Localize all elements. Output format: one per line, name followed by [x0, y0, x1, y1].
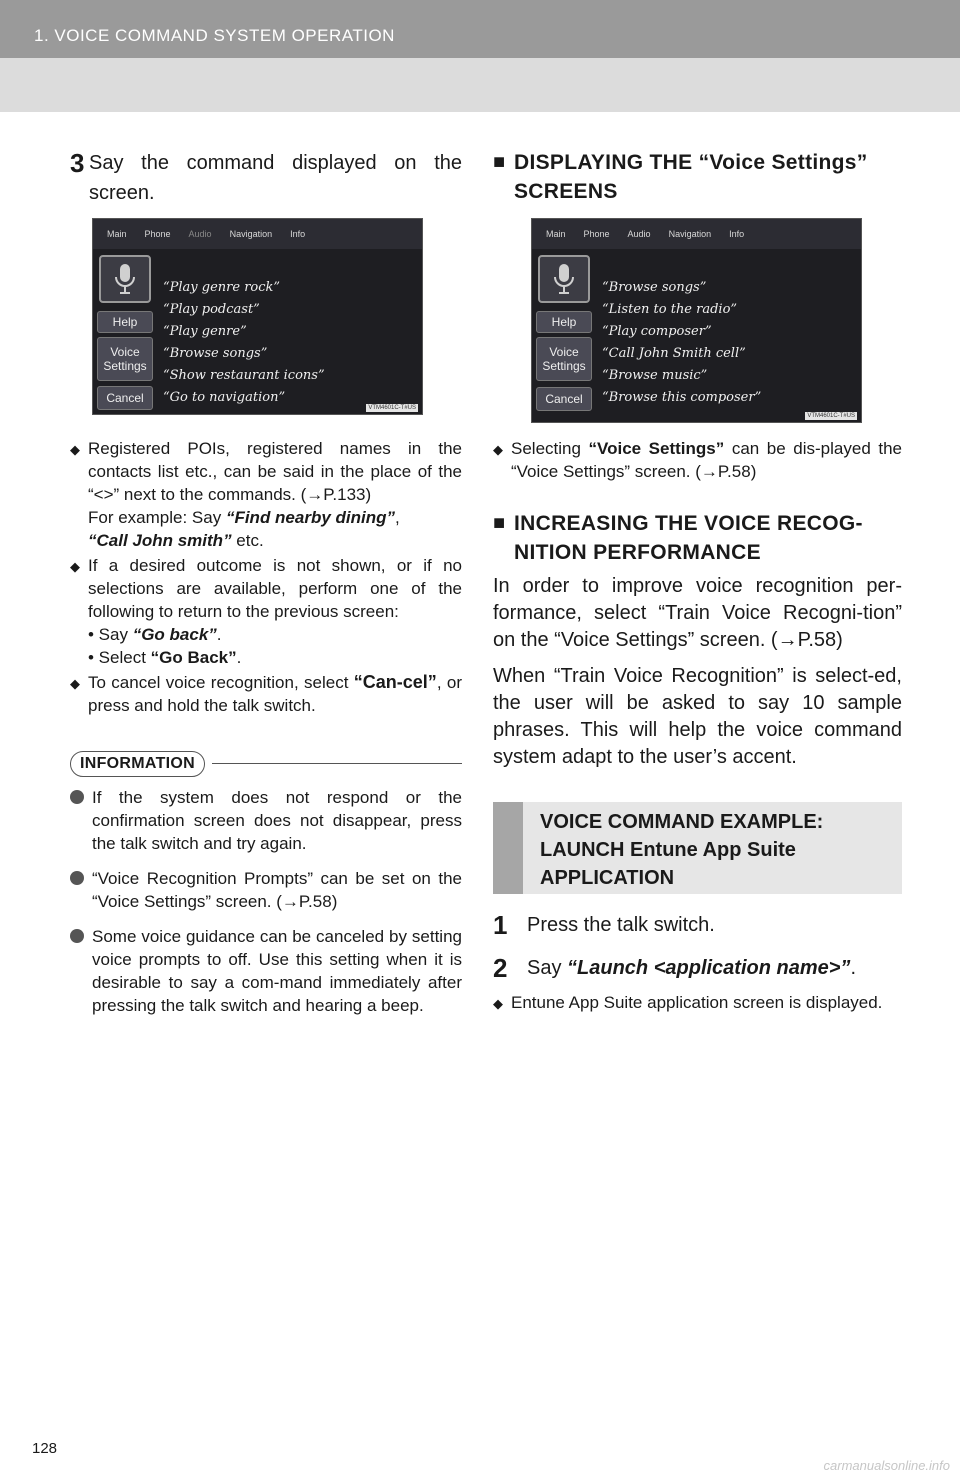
command-item: “Show restaurant icons” [163, 368, 325, 383]
cancel-command: “Can-cel” [353, 672, 437, 692]
command-item: “Call John Smith cell” [602, 346, 746, 361]
bullet-circle-icon [70, 929, 84, 943]
command-item: “Play genre rock” [163, 280, 281, 295]
bullet-diamond-icon: ◆ [493, 442, 503, 457]
screen-tab-bar [532, 219, 861, 249]
bullet-item [70, 554, 462, 669]
step-number: 2 [493, 953, 508, 983]
voice-settings-command: “Voice Settings” [588, 439, 725, 458]
step-text: Say the command displayed on the screen. [89, 152, 462, 204]
microphone-icon [99, 255, 151, 303]
command-item: “Play genre” [163, 324, 247, 339]
command-item: “Play composer” [602, 324, 712, 339]
bullet-text-end: , or press and hold the talk switch. [88, 673, 462, 715]
select-end: . [236, 648, 242, 667]
bullet-text-end: can be dis-played the “Voice Settings” screen. (→P.58) [511, 439, 902, 481]
bullet-text: To cancel voice recognition, select [88, 673, 354, 692]
section-heading [493, 509, 902, 567]
cancel-button: Cancel [536, 387, 592, 411]
info-text: “Voice Recognition Prompts” can be set on the “Voice Settings” screen. (→P.58) [92, 869, 462, 911]
bullet-item [493, 437, 902, 483]
command-item: “Go to navigation” [163, 390, 286, 405]
command-item: “Browse music” [602, 368, 708, 383]
say-prefix: • Say [88, 625, 133, 644]
bullet-item [70, 437, 462, 552]
example-comma: , [395, 508, 400, 527]
command-list [163, 277, 325, 409]
tab-main: Main [546, 229, 566, 239]
left-column [70, 148, 462, 1017]
step-3 [70, 148, 462, 208]
step-prefix: Say [527, 957, 568, 979]
square-bullet-icon: ■ [493, 151, 506, 173]
example-suffix: etc. [231, 531, 264, 550]
info-text: If the system does not respond or the confirmation screen does not disappear, press the talk switch and try again. [92, 788, 462, 853]
tab-main: Main [107, 229, 127, 239]
tab-navigation: Navigation [229, 229, 273, 239]
bullet-diamond-icon: ◆ [70, 442, 80, 457]
voice-settings-button: Voice Settings [97, 337, 153, 381]
help-button: Help [97, 311, 153, 333]
watermark: carmanualsonline.info [823, 1458, 950, 1473]
heading-text: INCREASING THE VOICE RECOG-NITION PERFORMANCE [514, 512, 863, 564]
command-item: “Browse this composer” [602, 390, 762, 405]
tab-phone: Phone [144, 229, 171, 239]
information-label: INFORMATION [70, 751, 205, 777]
square-bullet-icon: ■ [493, 512, 506, 534]
microphone-icon [538, 255, 590, 303]
tab-phone: Phone [583, 229, 610, 239]
step-end: . [850, 957, 856, 979]
info-text: Some voice guidance can be canceled by setting voice prompts to off. Use this setting when it is desirable to say a com-mand immediately after pressing the talk switch and hearing a beep. [92, 927, 462, 1015]
step-1 [493, 910, 902, 940]
info-item [70, 786, 462, 855]
page-header [0, 0, 960, 112]
tab-info: Info [290, 229, 306, 239]
say-command: “Go back” [132, 625, 217, 644]
figure-code: VTM4601C-T#US [807, 413, 855, 419]
header-bar [0, 0, 960, 58]
step-2 [493, 953, 902, 983]
step-text: Press the talk switch. [527, 914, 715, 936]
screen-tab-bar [93, 219, 422, 249]
bullet-circle-icon [70, 871, 84, 885]
bullet-diamond-icon: ◆ [70, 559, 80, 574]
say-option [88, 623, 462, 646]
bullet-text: Selecting [511, 439, 589, 458]
tab-info: Info [729, 229, 745, 239]
select-prefix: • Select [88, 648, 151, 667]
bullet-diamond-icon: ◆ [493, 996, 503, 1011]
voice-command-screen-2 [531, 218, 862, 423]
info-item [70, 925, 462, 1017]
command-item: “Browse songs” [163, 346, 268, 361]
heading-text: DISPLAYING THE “Voice Settings” SCREENS [514, 151, 868, 203]
command-item: “Play podcast” [163, 302, 260, 317]
section-heading [493, 148, 902, 206]
figure-code: VTM4601C-T#US [368, 405, 416, 411]
bullet-text: Entune App Suite application screen is displayed. [511, 993, 883, 1012]
select-command: “Go Back” [150, 648, 237, 667]
say-end: . [216, 625, 222, 644]
example-box-bar [493, 802, 523, 894]
information-box [70, 751, 462, 1017]
select-option [88, 646, 462, 669]
voice-settings-button: Voice Settings [536, 337, 592, 381]
voice-command-screen-1 [92, 218, 423, 415]
step-number: 1 [493, 910, 508, 940]
section-title: 1. VOICE COMMAND SYSTEM OPERATION [34, 26, 395, 45]
step-text [527, 953, 856, 983]
paragraph: When “Train Voice Recognition” is select-ed, the user will be asked to say 10 sample phrases. This will help the voice command system adapt to the user’s accent. [493, 665, 902, 768]
help-button: Help [536, 311, 592, 333]
info-item [70, 867, 462, 913]
tab-audio: Audio [188, 229, 212, 239]
example-command: “Call John smith” [88, 531, 232, 550]
command-item: “Listen to the radio” [602, 302, 738, 317]
tab-navigation: Navigation [668, 229, 712, 239]
bullet-text: If a desired outcome is not shown, or if no selections are available, perform one of the following to return to the previous screen: [88, 556, 462, 621]
bullet-diamond-icon: ◆ [70, 676, 80, 691]
bullet-circle-icon [70, 790, 84, 804]
right-column [493, 148, 902, 1015]
tab-audio: Audio [627, 229, 651, 239]
example-box-title: VOICE COMMAND EXAMPLE: LAUNCH Entune App Suite APPLICATION [540, 811, 824, 889]
bullet-text: Registered POIs, registered names in the contacts list etc., can be said in the place of the “<>” next to the commands. (→P.133) [88, 439, 462, 504]
cancel-button: Cancel [97, 386, 153, 410]
command-list [602, 277, 761, 409]
example-command: “Find nearby dining” [225, 508, 396, 527]
page-number: 128 [32, 1440, 58, 1457]
command-item: “Browse songs” [602, 280, 707, 295]
example-line [88, 506, 462, 552]
example-prefix: For example: Say [88, 508, 226, 527]
example-box [493, 802, 902, 894]
bullet-item [493, 991, 902, 1015]
bullet-item [70, 671, 462, 717]
step-number: 3 [70, 148, 85, 178]
launch-command: “Launch <application name>” [567, 957, 851, 979]
paragraph: In order to improve voice recognition per-formance, select “Train Voice Recogni-tion” on the “Voice Settings” screen. (→P.58) [493, 575, 902, 651]
information-rule [212, 763, 462, 764]
